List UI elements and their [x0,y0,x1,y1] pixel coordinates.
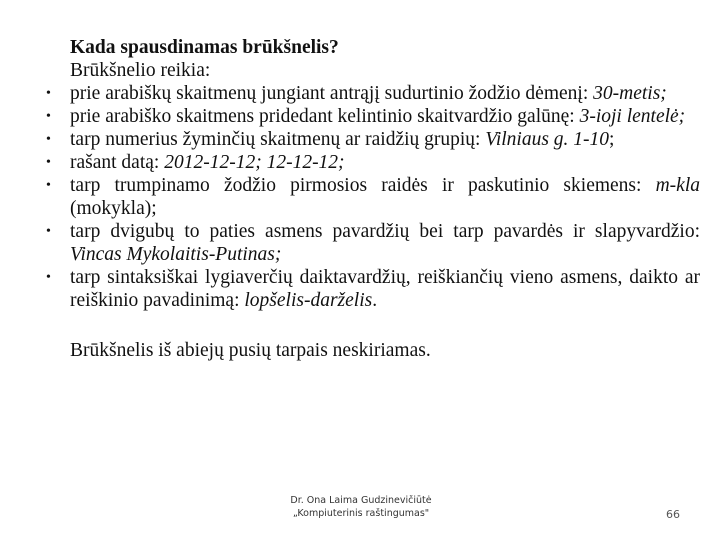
item-suffix: ; [609,129,615,150]
item-text: tarp dvigubų to paties asmens pavardžių bei tarp pavardės ir slapyvardžio: [70,221,700,242]
item-text: prie arabiško skaitmens pridedant kelintinio skaitvardžio galūnę: [70,106,580,127]
footer-author: Dr. Ona Laima Gudzinevičiūtė [290,495,432,506]
item-text: tarp sintaksiškai lygiaverčių daiktavardžių, reiškiančių vieno asmens, daikto ar reiškinio pavadinimą: [70,267,700,311]
item-example: 2012-12-12; 12-12-12; [164,152,345,173]
list-item [40,174,700,220]
item-example: Vincas Mykolaitis-Putinas; [70,244,282,265]
item-example: 30-metis; [593,83,667,104]
note-text: Brūkšnelis iš abiejų pusių tarpais neskiriamas. [70,340,431,361]
list-item [40,82,700,105]
list-item [40,220,700,266]
item-example: 3-ioji lentelė; [579,106,686,127]
page-number: 66 [666,508,680,521]
slide-title: Kada spausdinamas brūkšnelis? [70,37,339,58]
footer [250,494,472,520]
bullet-list [40,82,700,312]
list-item [40,151,700,174]
item-suffix: (mokykla); [70,198,157,219]
item-text: prie arabiškų skaitmenų jungiant antrąjį sudurtinio žodžio dėmenį: [70,83,594,104]
item-example: lopšelis-darželis [244,290,373,311]
item-text: tarp numerius žyminčių skaitmenų ar raidžių grupių: [70,129,486,150]
list-item [40,128,700,151]
slide-content [40,36,700,362]
item-example: Vilniaus g. 1-10 [485,129,610,150]
intro-text: Brūkšnelio reikia: [70,60,211,81]
list-item [40,105,700,128]
item-text: tarp trumpinamo žodžio pirmosios raidės ir paskutinio skiemens: [70,175,656,196]
list-item [40,266,700,312]
item-text: rašant datą: [70,152,165,173]
footer-course: „Kompiuterinis raštingumas" [292,508,430,519]
item-suffix: . [372,290,378,311]
item-example: m-kla [655,175,700,196]
